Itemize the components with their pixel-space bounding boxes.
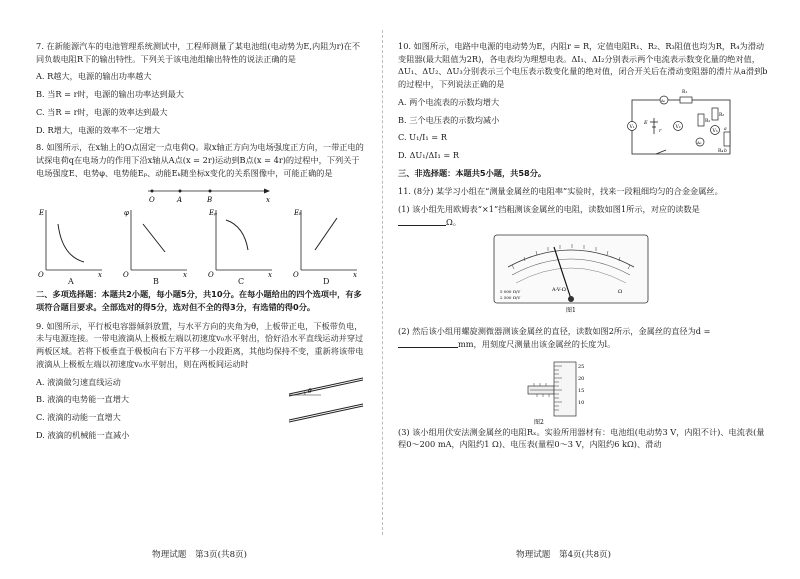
axis-label-x: x <box>266 196 270 205</box>
micrometer-figure <box>526 356 606 426</box>
q7-option-a: A. R越大，电源的输出功率越大 <box>36 71 152 82</box>
svg-text:O: O <box>208 271 214 280</box>
q7-option-c: C. 当R = r时，电源的效率达到最大 <box>36 106 168 117</box>
page-divider <box>382 30 383 535</box>
axis-label-b: B <box>207 196 213 205</box>
svg-text:a: a <box>724 126 727 132</box>
graph-d-label: D <box>323 277 330 287</box>
figure-1-caption: 图1 <box>566 307 576 315</box>
svg-text:E: E <box>644 119 648 126</box>
svg-text:R₂: R₂ <box>705 118 711 124</box>
q9-options-block <box>36 376 366 442</box>
footer-page-3: 物理试题 第3页(共8页) <box>152 550 247 560</box>
q9-option-b: B. 液滴的电势能一直增大 <box>36 394 130 405</box>
svg-text:V₁: V₁ <box>629 124 635 130</box>
graph-a-label: A <box>68 277 74 287</box>
q10-options-block <box>398 89 770 162</box>
svg-text:x: x <box>98 271 102 280</box>
svg-text:V₃: V₃ <box>712 128 718 134</box>
svg-text:O: O <box>293 271 299 280</box>
multimeter-dial-figure <box>492 233 652 315</box>
svg-text:A₂: A₂ <box>697 139 702 145</box>
svg-text:V₂: V₂ <box>675 124 681 130</box>
q8-graphs <box>36 206 366 287</box>
svg-text:θ: θ <box>308 387 312 395</box>
svg-text:10: 10 <box>578 399 585 406</box>
q11-part-3: (3) 该小组用伏安法测金属丝的电阻Rₓ。实验所用器材有：电池组(电动势3 V，内阻不计)、电流表(量程0～200 mA，内阻约1 Ω)、电压表(量程0～3 V，内阻约6 kΩ)、滑动 <box>398 426 765 450</box>
graph-c <box>206 206 276 280</box>
circuit-figure <box>626 89 738 160</box>
answer-blank-2[interactable] <box>398 339 458 348</box>
q11-stem: 11. (8分) 某学习小组在“测量金属丝的电阻率”实验时，找来一段粗细均匀的合金金属丝。 <box>398 186 723 197</box>
section-2-heading: 二、多项选择题：本题共2小题，每小题5分，共10分。在每小题给出的四个选项中，有多项符合题目要求。全部选对的得5分，选对但不全的得3分，有选错的得0分。 <box>36 289 362 313</box>
q10-option-c: C. U₁/I₁ = R <box>398 132 447 143</box>
svg-text:r: r <box>659 127 662 134</box>
svg-text:R₃: R₃ <box>719 112 725 118</box>
svg-text:x: x <box>268 271 272 280</box>
svg-text:x: x <box>353 271 357 280</box>
svg-text:O: O <box>123 271 129 280</box>
svg-text:A-V-Ω: A-V-Ω <box>552 287 566 294</box>
svg-text:A₁: A₁ <box>661 97 666 103</box>
q9-option-c: C. 液滴的动能一直增大 <box>36 411 121 422</box>
q8-axis-figure <box>144 184 274 204</box>
svg-text:2 500 Ω/V: 2 500 Ω/V <box>500 295 521 301</box>
left-page <box>36 40 366 446</box>
answer-blank-1[interactable] <box>398 217 446 226</box>
q9-stem: 9. 如图所示，平行板电容器倾斜放置，与水平方向的夹角为θ，上板带正电，下板带负电，未与电源连接。一带电液滴从上极板左端以初速度v₀水平射出，恰好沿水平直线运动并穿过两板区域。若将下板垂直于极板向右下方平移一小段距离，其他均保持不变，重新将该带电液滴从上极板左端以初速度v₀水平射出，则在两板间运动时 <box>36 320 364 369</box>
q10-option-b: B. 三个电压表的示数均减小 <box>398 114 500 125</box>
q9-option-a: A. 液滴做匀速直线运动 <box>36 376 121 387</box>
svg-text:O: O <box>38 271 44 280</box>
q9-option-d: D. 液滴的机械能一直减小 <box>36 429 130 440</box>
q10-option-a: A. 两个电流表的示数均增大 <box>398 96 500 107</box>
axis-label-a: A <box>177 196 183 205</box>
svg-text:25: 25 <box>578 363 585 370</box>
q11-part-2: (2) 然后该小组用螺旋测微器测该金属丝的直径，读数如图2所示，金属丝的直径为d = mm，用刻度尺测量出该金属丝的长度为l。 <box>398 326 711 349</box>
svg-text:R₁: R₁ <box>682 89 688 95</box>
graph-a <box>36 206 106 280</box>
svg-text:Eₚ: Eₚ <box>209 209 217 218</box>
svg-text:R₄: R₄ <box>718 148 724 154</box>
svg-text:Eₖ: Eₖ <box>294 209 302 218</box>
graph-c-label: C <box>238 277 245 287</box>
q7-option-d: D. R增大，电源的效率不一定增大 <box>36 124 161 135</box>
svg-text:5 000 Ω/V: 5 000 Ω/V <box>500 289 521 295</box>
figure-2-caption: 图2 <box>534 418 544 426</box>
q10-stem: 10. 如图所示，电路中电源的电动势为E，内阻r = R，定值电阻R₁、R₂、R₃阻值也均为R，R₄为滑动变阻器(最大阻值为2R)，各电表均为理想电表。ΔI₁、ΔI₂分别表示两个电流表示数变化量的绝对值，ΔU₁、ΔU₂、ΔU₃分别表示三个电压表示数变化量的绝对值，闭合开关后在滑动变阻器的滑片从a滑到b的过程中，下列说法正确的是 <box>398 41 768 90</box>
capacitor-figure <box>281 376 371 426</box>
svg-text:15: 15 <box>578 387 585 394</box>
q7-option-b: B. 当R = r时，电源的输出功率达到最大 <box>36 89 184 100</box>
section-3-heading: 三、非选择题：本题共5小题，共58分。 <box>398 167 547 178</box>
footer-page-4: 物理试题 第4页(共8页) <box>516 550 611 560</box>
svg-text:φ: φ <box>124 209 129 218</box>
graph-d <box>291 206 361 280</box>
q7-stem: 7. 在新能源汽车的电池管理系统测试中，工程师测量了某电池组(电动势为E,内阻为r)在不同负载电阻R下的输出特性。下列关于该电池组输出特性的说法正确的是 <box>36 41 361 64</box>
svg-text:b: b <box>724 148 727 154</box>
svg-text:Ω: Ω <box>618 289 623 296</box>
axis-label-o: O <box>149 196 155 205</box>
svg-text:E: E <box>39 209 45 218</box>
right-page <box>398 40 770 456</box>
graph-b <box>121 206 191 280</box>
graph-b-label: B <box>153 277 159 287</box>
q11-part-1: (1) 该小组先用欧姆表“×1”挡粗测该金属丝的电阻，读数如图1所示，对应的读数是 Ω。 <box>398 204 700 227</box>
svg-text:20: 20 <box>578 375 585 382</box>
q10-option-d: D. ΔU₁/ΔI₁ = R <box>398 149 459 160</box>
svg-text:x: x <box>183 271 187 280</box>
q8-stem: 8. 如图所示，在x轴上的O点固定一点电荷Q。取x轴正方向为电场强度正方向，一带正电的试探电荷q在电场力的作用下沿x轴从A点(x = 2r)运动到B点(x = 4r)的过程中，下列关于电场强度E、电势φ、电势能Eₚ、动能Eₖ随坐标x变化的关系图像中，可能正确的是 <box>36 142 364 178</box>
